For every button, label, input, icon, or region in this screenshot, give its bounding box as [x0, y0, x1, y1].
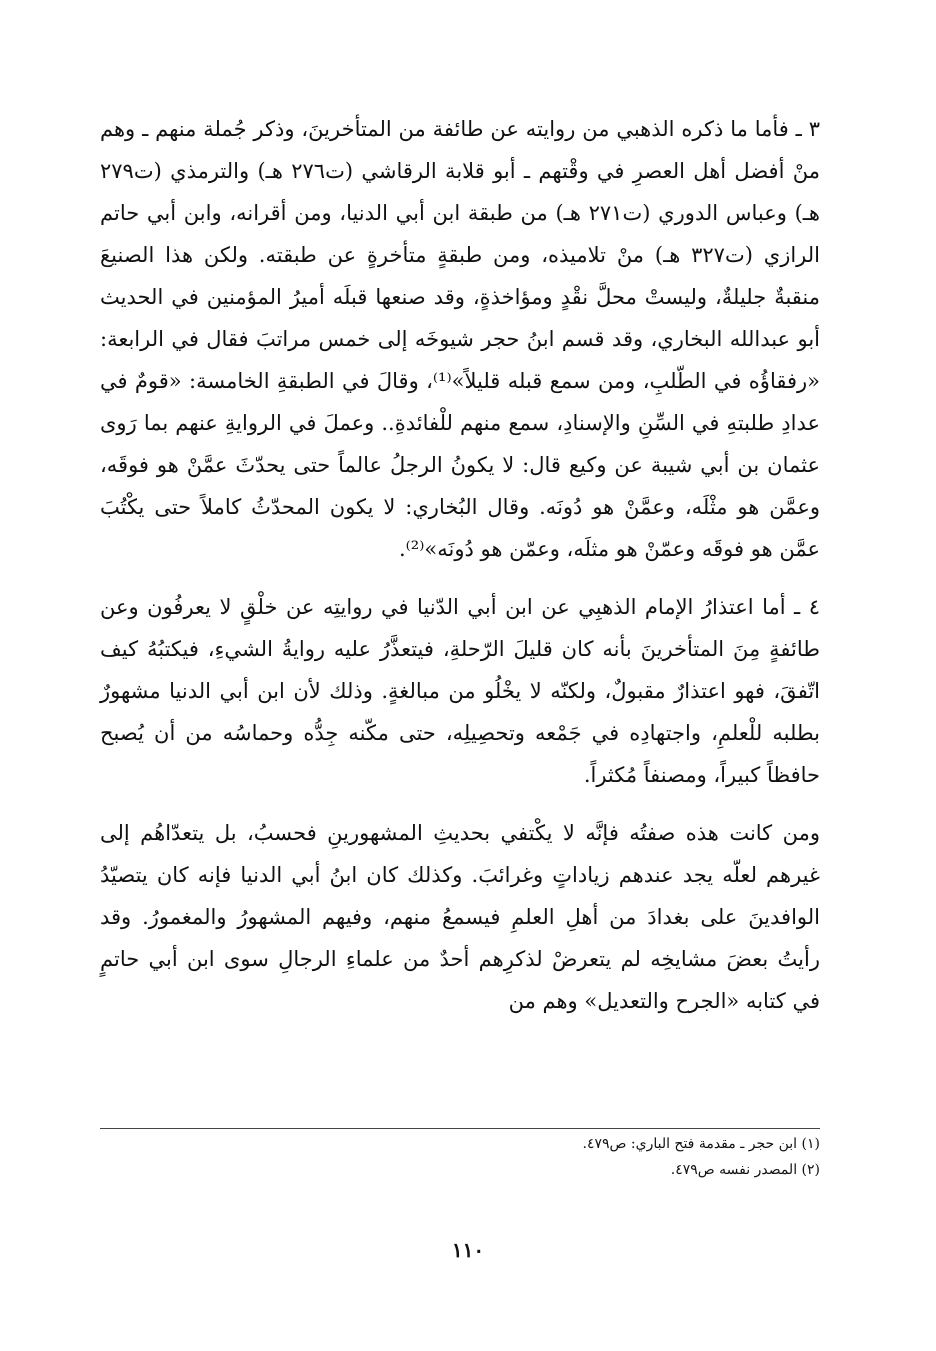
paragraph-3: ٣ ـ فأما ما ذكره الذهبي من روايته عن طائفة من المتأخرينَ، وذكر جُملة منهم ـ وهم منْ أفضل أهل العصرِ في وقْتهم ـ أبو قلابة الرقاشي (ت٢٧٦ هـ) والترمذي (ت٢٧٩ هـ) وعباس الدوري (ت٢٧١ هـ) من طبقة ابن أبي الدنيا، ومن أقرانه، وابن أبي حاتم الرازي (ت٣٢٧ هـ) منْ تلاميذه، ومن طبقةٍ متأخرةٍ عن طبقته. ولكن هذا الصنيعَ منقبةٌ جليلةٌ، وليستْ محلَّ نقْدٍ ومؤاخذةٍ، وقد صنعها قبلَه أميرُ المؤمنين في الحديث أبو عبدالله البخاري، وقد قسم ابنُ حجر شيوخَه إلى خمس مراتبَ فقال في الرابعة: «رفقاؤُه في الطّلبِ، ومن سمع قبله قليلاً»⁽¹⁾، وقالَ في الطبقةِ الخامسة: «قومٌ في عدادِ طلبتهِ في السِّنِ والإسنادِ، سمع منهم للْفائدةِ.. وعملَ في الروايةِ عنهم بما رَوى عثمان بن أبي شيبة عن وكيع قال: لا يكونُ الرجلُ عالماً حتى يحدّثَ عمَّنْ هو فوقَه، وعمَّن هو مثْلَه، وعمَّنْ هو دُونَه. وقال البُخاري: لا يكون المحدّثُ كاملاً حتى يكْتُبَ عمَّن هو فوقَه وعمّنْ هو مثلَه، وعمّن هو دُونَه»⁽²⁾. [100, 117, 821, 561]
main-text [100, 108, 820, 1022]
footnotes [100, 1131, 820, 1183]
paragraph-4: ٤ ـ أما اعتذارُ الإمام الذهبِي عن ابن أبي الدّنيا في روايتِه عن خلْقٍ لا يعرفُون وعن طائفةٍ مِنَ المتأخرينَ بأنه كان قليلَ الرّحلةِ، فيتعذَّرُ عليه روايةُ الشيءِ، فيكتبُهُ كيف اتّفقَ، فهو اعتذارٌ مقبولٌ، ولكنّه لا يخْلُو من مبالغةٍ. وذلك لأن ابن أبي الدنيا مشهورٌ بطلبه للْعلمِ، واجتهادِه في جَمْعه وتحصِيلِه، حتى مكّنه جِدُّه وحماسُه من أن يُصبح حافظاً كبيراً، ومصنفاً مُكثراً. [100, 595, 820, 787]
page-number: ١١٠ [451, 1238, 485, 1262]
footnote-2: (٢) المصدر نفسه ص٤٧٩. [670, 1162, 820, 1178]
footnote-1: (١) ابن حجر ـ مقدمة فتح الباري: ص٤٧٩. [582, 1136, 820, 1152]
paragraph-continued: ومن كانت هذه صفتُه فإنَّه لا يكْتفي بحديثِ المشهورينِ فحسبُ، بل يتعدّاهُم إلى غيرهم لعلّه يجد عندهم زياداتٍ وغرائبَ. وكذلك كان ابنُ أبي الدنيا فإنه كان يتصيّدُ الوافدينَ على بغدادَ من أهلِ العلمِ فيسمعُ منهم، وفيهم المشهورُ والمغمورُ. وقد رأيتُ بعضَ مشايخِه لم يتعرضْ لذكرِهم أحدٌ من علماءِ الرجالِ سوى ابن أبي حاتمٍ في كتابه «الجرح والتعديل» وهم من [100, 821, 820, 1013]
footnote-divider [100, 1128, 820, 1129]
